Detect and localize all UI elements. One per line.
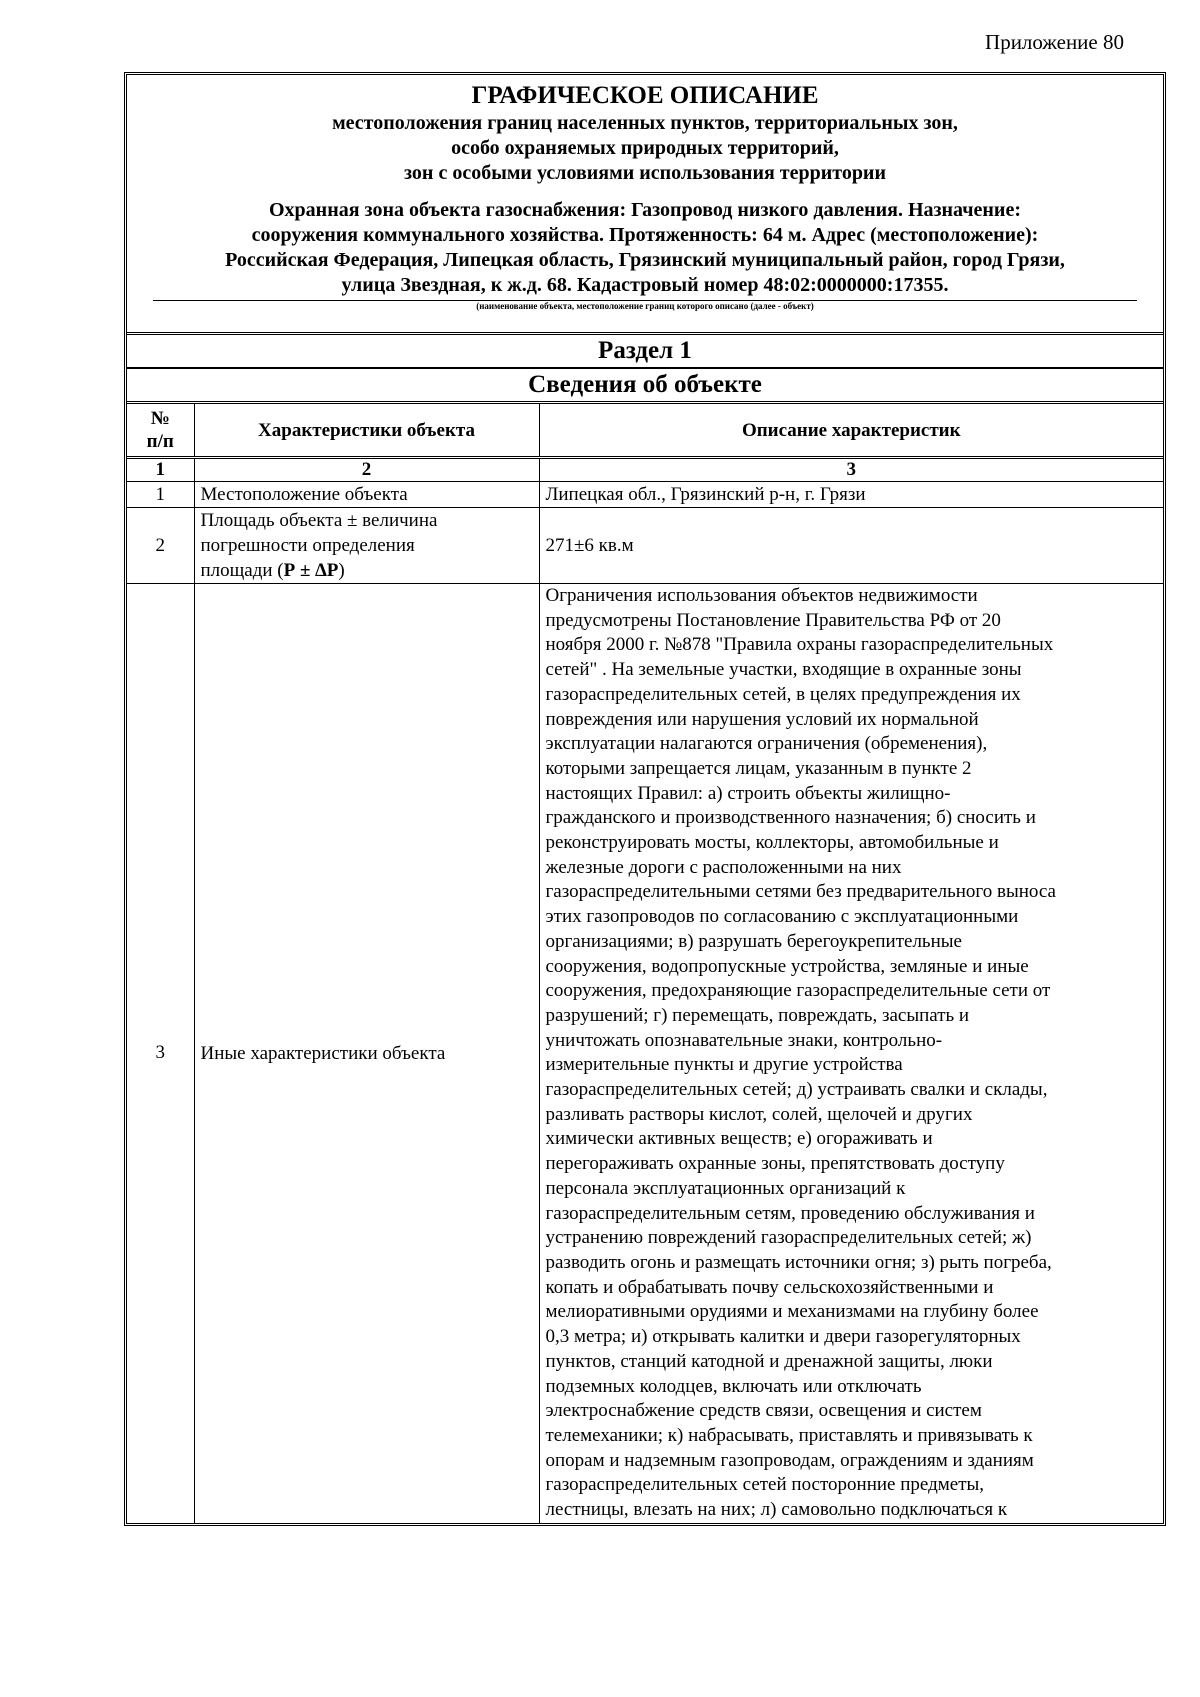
description-line: настоящих Правил: а) строить объекты жилищно- <box>545 782 951 804</box>
row-description-long <box>539 584 1163 1523</box>
table-row <box>127 482 1163 508</box>
object-name-line-4: улица Звездная, к ж.д. 68. Кадастровый номер 48:02:0000000:17355. <box>341 274 949 296</box>
description-line: сооружения, предохраняющие газораспределительные сети от <box>545 980 1051 1002</box>
column-number-row <box>127 458 1163 482</box>
row-description: 271±6 кв.м <box>539 508 1163 584</box>
description-line: опорам и надземным газопроводам, ограждениям и зданиям <box>545 1449 1034 1471</box>
description-line: перегораживать охранные зоны, препятствовать доступу <box>545 1153 1005 1175</box>
description-line: устранению повреждений газораспределительных сетей; ж) <box>545 1227 1032 1249</box>
description-line: газораспределительных сетей посторонние предметы, <box>545 1474 985 1496</box>
header-characteristic: Характеристики объекта <box>194 404 539 458</box>
description-line: 0,3 метра; и) открывать калитки и двери газорегуляторных <box>545 1326 1021 1348</box>
description-line: разрушений; г) перемещать, повреждать, засыпать и <box>545 1004 970 1026</box>
header-num-line-1: № <box>150 408 170 429</box>
description-line: копать и обрабатывать почву сельскохозяйственными и <box>545 1276 994 1298</box>
description-line: которыми запрещается лицам, указанным в пункте 2 <box>545 757 972 779</box>
row-characteristic-line-3 <box>201 558 533 583</box>
document-subtitle-line-3: зон с особыми условиями использования территории <box>404 162 886 184</box>
appendix-label: Приложение 80 <box>985 30 1124 54</box>
description-line: железные дороги с расположенными на них <box>545 856 902 878</box>
object-name-line-3: Российская Федерация, Липецкая область, Грязинский муниципальный район, город Грязи, <box>225 249 1065 271</box>
description-line: этих газопроводов по согласованию с эксплуатационными <box>545 906 1019 928</box>
description-line: пунктов, станций катодной и дренажной защиты, люки <box>545 1350 993 1372</box>
description-line: мелиоративными орудиями и механизмами на глубину более <box>545 1301 1039 1323</box>
description-line: газораспределительных сетей, в целях предупреждения их <box>545 683 1021 705</box>
area-suffix: ) <box>338 560 345 581</box>
document-title: ГРАФИЧЕСКОЕ ОПИСАНИЕ <box>471 82 819 109</box>
description-line: лестницы, влезать на них; л) самовольно подключаться к <box>545 1499 1008 1521</box>
row-number: 1 <box>127 482 194 508</box>
description-line: телемеханики; к) набрасывать, приставлять и привязывать к <box>545 1424 1033 1446</box>
description-line: Ограничения использования объектов недвижимости <box>545 585 978 606</box>
object-name-line-2: сооружения коммунального хозяйства. Протяженность: 64 м. Адрес (местоположение): <box>251 224 1039 246</box>
row-characteristic: Местоположение объекта <box>194 482 539 508</box>
description-line: газораспределительными сетями без предварительного выноса <box>545 881 1056 903</box>
header-num <box>127 404 194 458</box>
header-num-line-2: п/п <box>146 431 174 452</box>
column-number-1: 1 <box>127 458 194 482</box>
section-title: Раздел 1 <box>127 335 1163 369</box>
description-line: газораспределительным сетям, проведению обслуживания и <box>545 1202 1035 1224</box>
row-characteristic-line-1: Площадь объекта ± величина <box>200 510 438 531</box>
description-line: разводить огонь и размещать источники огня; з) рыть погреба, <box>545 1251 1052 1273</box>
row-characteristic: Иные характеристики объекта <box>194 584 539 1523</box>
object-characteristics-table <box>127 404 1163 1523</box>
description-line: персонала эксплуатационных организаций к <box>545 1177 906 1199</box>
table-header-row <box>127 404 1163 458</box>
description-line: разливать растворы кислот, солей, щелочей и других <box>545 1103 973 1125</box>
object-name-line-1: Охранная зона объекта газоснабжения: Газопровод низкого давления. Назначение: <box>268 199 1021 221</box>
object-caption: (наименование объекта, местоположение границ которого описано (далее - объект) <box>476 301 814 311</box>
description-line: реконструировать мосты, коллекторы, автомобильные и <box>545 832 999 854</box>
description-line: ноября 2000 г. №878 "Правила охраны газораспределительных <box>545 634 1054 656</box>
document-header <box>127 75 1163 335</box>
header-description: Описание характеристик <box>539 404 1163 458</box>
document-subtitle-line-1: местоположения границ населенных пунктов, территориальных зон, <box>332 112 958 134</box>
description-line: газораспределительных сетей; д) устраивать свалки и склады, <box>545 1079 1048 1101</box>
row-characteristic-line-2: погрешности определения <box>200 535 415 556</box>
row-number: 2 <box>127 508 194 584</box>
table-row <box>127 508 1163 584</box>
row-description: Липецкая обл., Грязинский р-н, г. Грязи <box>539 482 1163 508</box>
description-line: уничтожать опознавательные знаки, контрольно- <box>545 1029 943 1051</box>
description-line: организациями; в) разрушать берегоукрепительные <box>545 930 962 952</box>
description-line: химически активных веществ; е) огораживать и <box>545 1128 933 1150</box>
description-line: гражданского и производственного назначения; б) сносить и <box>545 807 1036 829</box>
description-line: сооружения, водопропускные устройства, земляные и иные <box>545 955 1029 977</box>
description-line: измерительные пункты и другие устройства <box>545 1054 903 1076</box>
area-formula: Р ± ∆Р <box>283 560 339 581</box>
area-prefix: площади ( <box>200 560 284 581</box>
document-frame <box>124 72 1166 1526</box>
column-number-3: 3 <box>539 458 1163 482</box>
table-row <box>127 584 1163 1523</box>
description-line: электроснабжение средств связи, освещения и систем <box>545 1400 982 1422</box>
description-line: повреждения или нарушения условий их нормальной <box>545 708 979 730</box>
row-number: 3 <box>127 584 194 1523</box>
document-subtitle-line-2: особо охраняемых природных территорий, <box>451 137 839 159</box>
section-subtitle: Сведения об объекте <box>127 369 1163 404</box>
description-line: сетей" . На земельные участки, входящие в охранные зоны <box>545 659 1022 681</box>
column-number-2: 2 <box>194 458 539 482</box>
description-line: предусмотрены Постановление Правительства РФ от 20 <box>545 609 1001 631</box>
description-line: эксплуатации налагаются ограничения (обременения), <box>545 733 988 755</box>
object-name <box>147 198 1143 298</box>
row-characteristic <box>194 508 539 584</box>
description-line: подземных колодцев, включать или отключать <box>545 1375 922 1397</box>
